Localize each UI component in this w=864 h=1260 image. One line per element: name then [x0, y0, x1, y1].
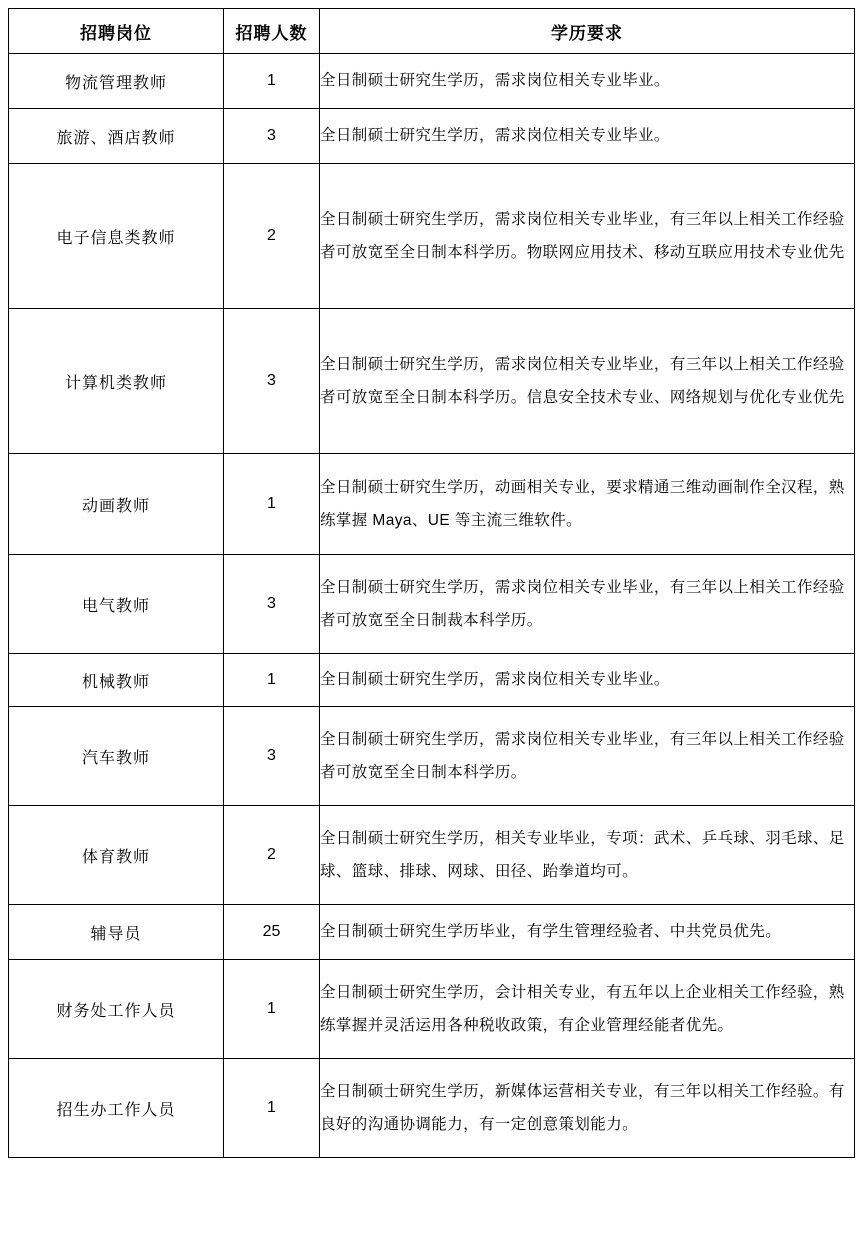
cell-post: 辅导员 — [9, 905, 224, 960]
table-row — [9, 54, 855, 109]
table-header — [9, 9, 855, 54]
table-row — [9, 454, 855, 555]
cell-requirement: 全日制硕士研究生学历，需求岗位相关专业毕业，有三年以上相关工作经验者可放宽至全日制裁本科学历。 — [320, 555, 855, 654]
cell-count: 2 — [224, 806, 320, 905]
table-row — [9, 960, 855, 1059]
table-row — [9, 707, 855, 806]
cell-count: 2 — [224, 164, 320, 309]
table-header-row — [9, 9, 855, 54]
cell-post: 计算机类教师 — [9, 309, 224, 454]
cell-requirement: 全日制硕士研究生学历，需求岗位相关专业毕业，有三年以上相关工作经验者可放宽至全日制本科学历。物联网应用技术、移动互联应用技术专业优先 — [320, 164, 855, 309]
cell-count: 1 — [224, 454, 320, 555]
cell-post: 招生办工作人员 — [9, 1059, 224, 1158]
table-row — [9, 109, 855, 164]
cell-count: 1 — [224, 1059, 320, 1158]
table-body — [9, 54, 855, 1158]
cell-count: 3 — [224, 109, 320, 164]
cell-post: 财务处工作人员 — [9, 960, 224, 1059]
cell-count: 3 — [224, 309, 320, 454]
table-row — [9, 309, 855, 454]
cell-post: 汽车教师 — [9, 707, 224, 806]
table-row — [9, 555, 855, 654]
cell-post: 机械教师 — [9, 654, 224, 707]
cell-requirement: 全日制硕士研究生学历，需求岗位相关专业毕业。 — [320, 54, 855, 109]
cell-count: 1 — [224, 960, 320, 1059]
column-header-count: 招聘人数 — [224, 9, 320, 54]
cell-requirement: 全日制硕士研究生学历，相关专业毕业，专项：武术、乒乓球、羽毛球、足球、篮球、排球、网球、田径、跆拳道均可。 — [320, 806, 855, 905]
cell-post: 体育教师 — [9, 806, 224, 905]
cell-requirement: 全日制硕士研究生学历，动画相关专业，要求精通三维动画制作全汉程，熟练掌握 Maya、UE 等主流三维软件。 — [320, 454, 855, 555]
cell-requirement: 全日制硕士研究生学历毕业，有学生管理经验者、中共党员优先。 — [320, 905, 855, 960]
table-row — [9, 654, 855, 707]
cell-count: 3 — [224, 555, 320, 654]
cell-post: 电气教师 — [9, 555, 224, 654]
cell-requirement: 全日制硕士研究生学历，需求岗位相关专业毕业，有三年以上相关工作经验者可放宽至全日制本科学历。信息安全技术专业、网络规划与优化专业优先 — [320, 309, 855, 454]
cell-post: 物流管理教师 — [9, 54, 224, 109]
cell-count: 1 — [224, 654, 320, 707]
table-row — [9, 806, 855, 905]
cell-requirement: 全日制硕士研究生学历，会计相关专业，有五年以上企业相关工作经验，熟练掌握并灵活运用各种税收政策，有企业管理经能者优先。 — [320, 960, 855, 1059]
column-header-post: 招聘岗位 — [9, 9, 224, 54]
table-row — [9, 164, 855, 309]
column-header-requirement: 学历要求 — [320, 9, 855, 54]
cell-requirement: 全日制硕士研究生学历，需求岗位相关专业毕业，有三年以上相关工作经验者可放宽至全日制本科学历。 — [320, 707, 855, 806]
table-row — [9, 905, 855, 960]
cell-post: 旅游、酒店教师 — [9, 109, 224, 164]
cell-count: 1 — [224, 54, 320, 109]
recruitment-table — [8, 8, 855, 1158]
cell-requirement: 全日制硕士研究生学历，需求岗位相关专业毕业。 — [320, 109, 855, 164]
cell-count: 3 — [224, 707, 320, 806]
cell-requirement: 全日制硕士研究生学历，新媒体运营相关专业，有三年以相关工作经验。有良好的沟通协调能力，有一定创意策划能力。 — [320, 1059, 855, 1158]
table-row — [9, 1059, 855, 1158]
cell-count: 25 — [224, 905, 320, 960]
cell-post: 动画教师 — [9, 454, 224, 555]
cell-post: 电子信息类教师 — [9, 164, 224, 309]
cell-requirement: 全日制硕士研究生学历，需求岗位相关专业毕业。 — [320, 654, 855, 707]
